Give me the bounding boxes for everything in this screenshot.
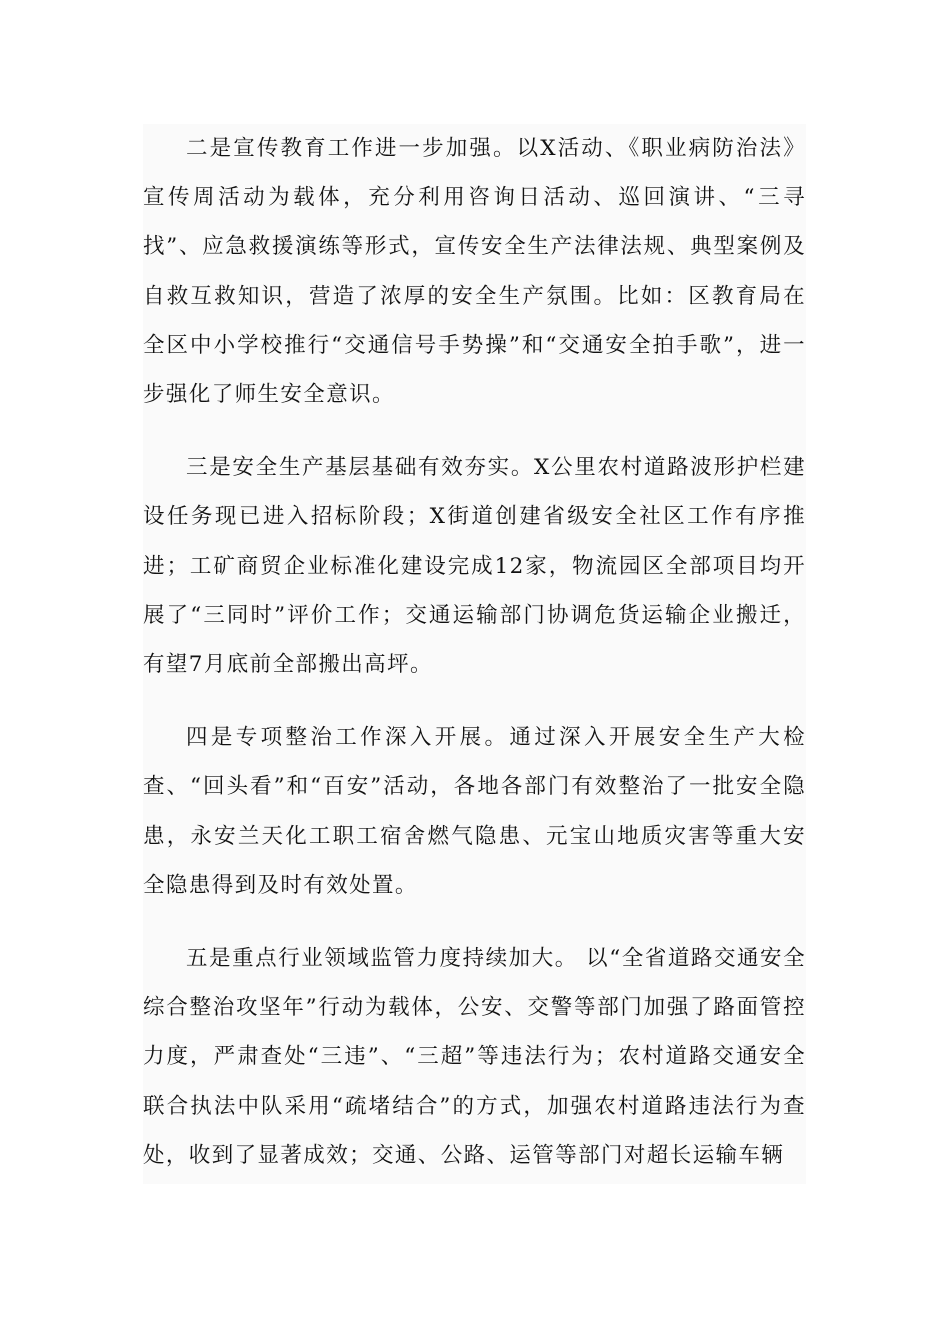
paragraph-publicity-education: 二是宣传教育工作进一步加强。以X活动、《职业病防治法》宣传周活动为载体，充分利用咨询日活动、巡回演讲、“三寻找”、应急救援演练等形式，宣传安全生产法律法规、典型案例及自救互救知识，营造了浓厚的安全生产氛围。比如：区教育局在全区中小学校推行“交通信号手势操”和“交通安全拍手歌”，进一步强化了师生安全意识。 [143, 136, 806, 408]
paragraph-special-rectification: 四是专项整治工作深入开展。通过深入开展安全生产大检查、“回头看”和“百安”活动，各地各部门有效整治了一批安全隐患，永安兰天化工职工宿舍燃气隐患、元宝山地质灾害等重大安全隐患得到及时有效处置。 [143, 725, 806, 898]
paragraph-industry-supervision: 五是重点行业领域监管力度持续加大。 以“全省道路交通安全综合整治攻坚年”行动为载体，公安、交警等部门加强了路面管控力度，严肃查处“三违”、“三超”等违法行为；农村道路交通安全联合执法中队采用“疏堵结合”的方式，加强农村道路违法行为查处，收到了显著成效；交通、公路、运管等部门对超长运输车辆 [143, 946, 806, 1168]
document-body [143, 124, 806, 1184]
paragraph-grassroots-foundation: 三是安全生产基层基础有效夯实。X公里农村道路波形护栏建设任务现已进入招标阶段；X街道创建省级安全社区工作有序推进；工矿商贸企业标准化建设完成12家，物流园区全部项目均开展了“三同时”评价工作；交通运输部门协调危货运输企业搬迁，有望7月底前全部搬出高坪。 [143, 455, 806, 678]
